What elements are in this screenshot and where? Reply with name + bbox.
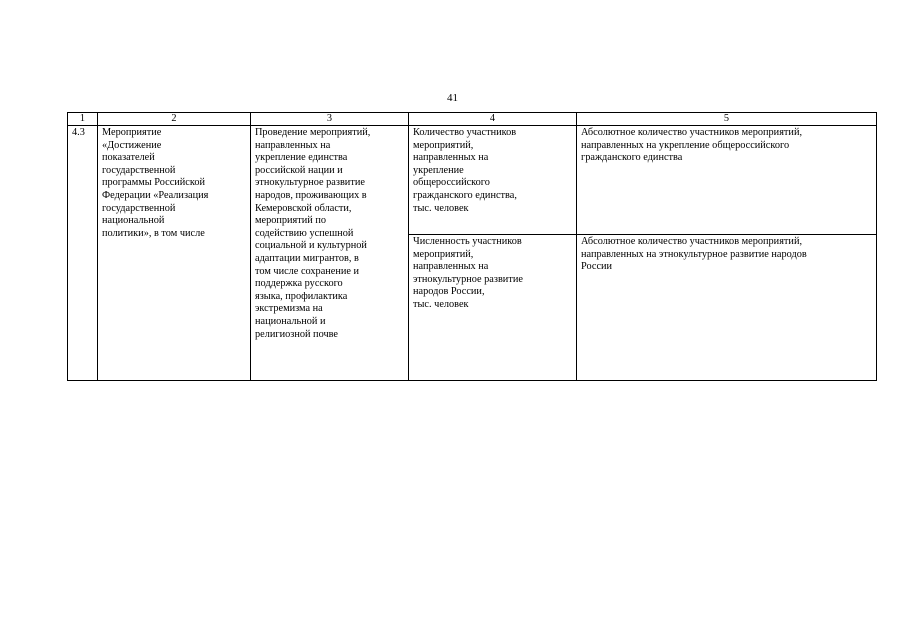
header-cell-5: 5: [577, 113, 877, 126]
header-cell-2: 2: [98, 113, 251, 126]
row-number-cell: 4.3: [68, 126, 98, 381]
indicator-name-cell: Количество участников мероприятий, направленных на укрепление общероссийского гражданского единства, тыс. человек: [409, 126, 577, 235]
event-name-cell: Мероприятие «Достижение показателей государственной программы Российской Федерации «Реализация государственной национальной политики», в том числе: [98, 126, 251, 381]
measures-table: [67, 112, 877, 381]
header-cell-1: 1: [68, 113, 98, 126]
table-header-row: [68, 113, 877, 126]
indicator-name-cell: Численность участников мероприятий, направленных на этнокультурное развитие народов России, тыс. человек: [409, 235, 577, 381]
page-number: 41: [447, 92, 458, 104]
indicator-method-cell: Абсолютное количество участников мероприятий, направленных на этнокультурное развитие народов России: [577, 235, 877, 381]
header-cell-3: 3: [251, 113, 409, 126]
header-cell-4: 4: [409, 113, 577, 126]
indicator-method-cell: Абсолютное количество участников мероприятий, направленных на укрепление общероссийского гражданского единства: [577, 126, 877, 235]
table-row: [68, 126, 877, 235]
event-description-cell: Проведение мероприятий, направленных на укрепление единства российской нации и этнокультурное развитие народов, проживающих в Кемеровской области, мероприятий по содействию успешной социальной и культурной адаптации мигрантов, в том числе сохранение и поддержка русского языка, профилактика экстремизма на национальной и религиозной почве: [251, 126, 409, 381]
